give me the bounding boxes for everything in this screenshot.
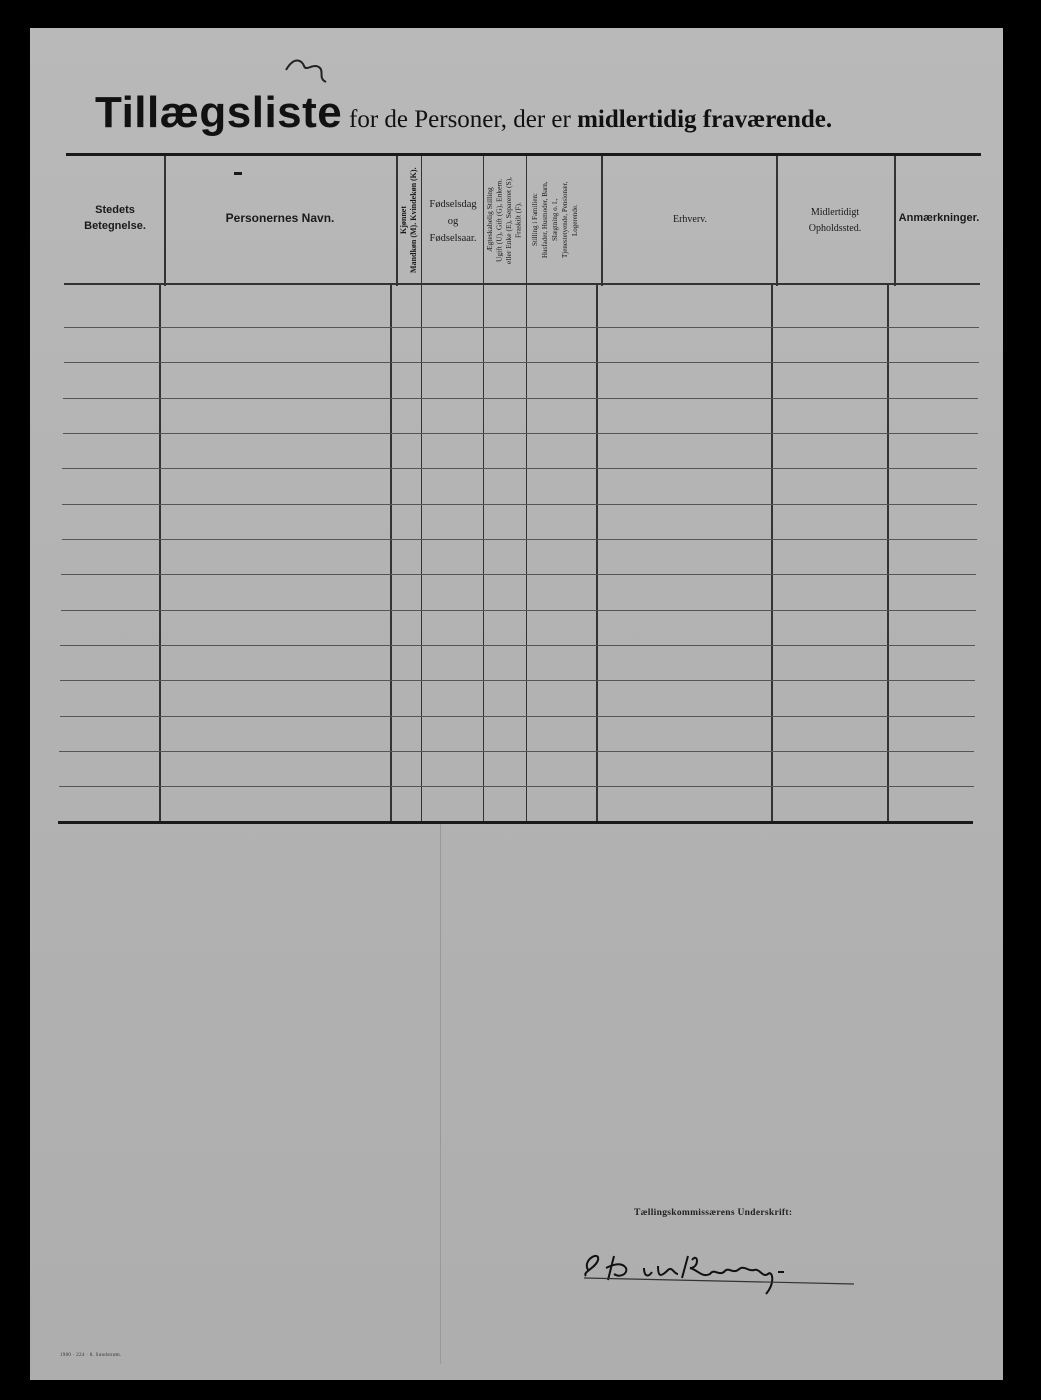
table-row-line [59,786,974,787]
table-bottom-rule [58,821,973,824]
table-row-line [62,504,977,505]
col-divider-6 [601,156,603,286]
col-divider-1 [164,156,166,286]
table-row-line [60,680,975,681]
title-subtitle-plain: for de Personer, der er [349,106,571,133]
header-anmaerkninger: Anmærkninger. [898,212,980,224]
handwritten-signature [578,1238,863,1308]
form-title [95,62,965,142]
table-row-line [60,716,975,717]
col-divider-7 [776,156,778,286]
col-divider-7b [771,285,773,821]
title-subtitle [349,106,832,134]
header-stilling: Stilling i Familien: Husfader, Husmoder, Barn, Slægtning o. l., Tjenestetyende, Pensionær, Logerende. [531,181,579,259]
col-divider-8b [887,285,889,821]
header-midlertidigt: Midlertidigt Opholdssted. [808,207,862,234]
printer-imprint: 1900 · 224 · 8. Sundstrøm. [60,1353,122,1358]
col-divider-6b [596,285,598,821]
title-subtitle-bold: midlertidig fraværende. [577,106,833,133]
table-row-line [63,433,978,434]
header-bottom-rule [64,283,980,285]
table-top-rule [66,153,981,156]
table-row-line [64,362,979,363]
header-fodsel: Fødselsdag og Fødselsaar. [429,199,477,244]
col-divider-3 [421,156,422,821]
table-row-line [59,751,974,752]
col-divider-center-fold [440,824,441,1364]
header-egteskab: Ægteskabelig Stilling Ugift (U), Gift (G), Enkem. eller Enke (E), Separeret (S), Fraskilt (F). [485,176,523,264]
table-row-line [62,468,977,469]
table-row-line [61,610,976,611]
signature-label: Tællingskommissærens Underskrift: [634,1208,793,1218]
header-navn: Personernes Navn. [225,211,335,225]
header-erhverv: Erhverv. [672,214,708,225]
table-row-line [64,327,979,328]
table-row-line [60,645,975,646]
col-divider-4 [483,156,484,821]
col-divider-2 [396,156,398,286]
col-divider-2b [390,285,392,821]
table-row-line [63,398,978,399]
col-divider-1b [159,285,161,821]
ink-dash [234,172,242,175]
title-main: Tillægsliste [95,88,343,137]
header-stedets: Stedets Betegnelse. [84,204,146,232]
table-row-line [61,574,976,575]
header-kjon: Kjønnet Mandkøn (M). Kvindekøn (K). [399,167,418,273]
table-row-line [62,539,977,540]
